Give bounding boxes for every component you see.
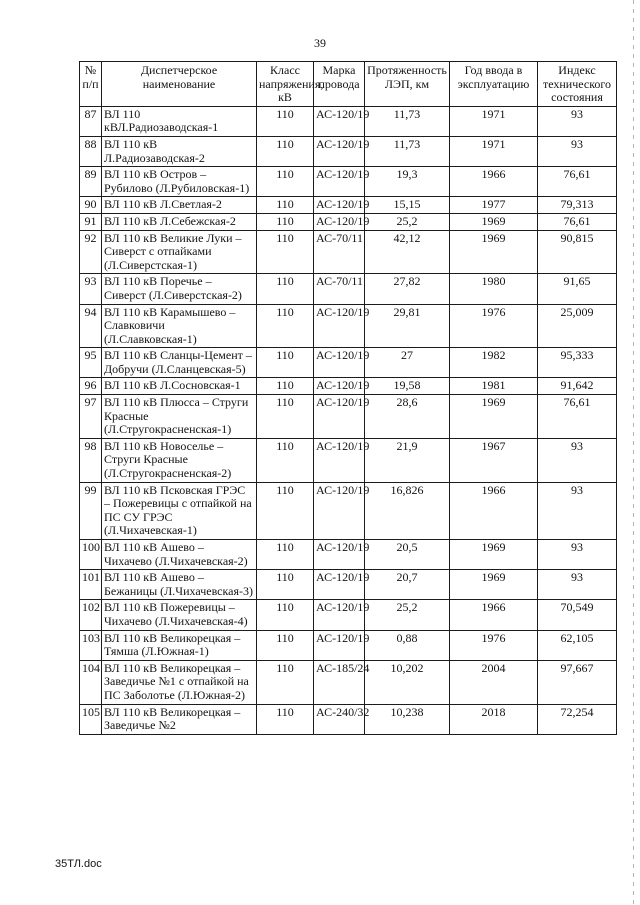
cell-voltage: 110: [257, 274, 314, 304]
cell-length: 10,202: [365, 660, 450, 704]
cell-length: 11,73: [365, 136, 450, 166]
table-row: [80, 540, 617, 570]
cell-length: 16,826: [365, 482, 450, 539]
cell-name: ВЛ 110 кВЛ.Радиозаводская-1: [102, 106, 257, 136]
table-row: [80, 304, 617, 348]
cell-name: ВЛ 110 кВ Псковская ГРЭС – Пожеревицы с отпайкой на ПС СУ ГРЭС (Л.Чихачевская-1): [102, 482, 257, 539]
cell-wire: АС-120/19: [314, 213, 365, 230]
table-row: [80, 348, 617, 378]
table-row: [80, 395, 617, 439]
cell-num: 90: [80, 197, 102, 214]
table-row: [80, 570, 617, 600]
cell-name: ВЛ 110 кВ Пожеревицы – Чихачево (Л.Чихачевская-4): [102, 600, 257, 630]
cell-name: ВЛ 110 кВ Сланцы-Цемент – Добручи (Л.Сланцевская-5): [102, 348, 257, 378]
cell-index: 76,61: [538, 167, 617, 197]
cell-length: 20,5: [365, 540, 450, 570]
cell-index: 91,65: [538, 274, 617, 304]
cell-year: 1971: [450, 136, 538, 166]
cell-length: 10,238: [365, 704, 450, 734]
cell-year: 1971: [450, 106, 538, 136]
cell-name: ВЛ 110 кВ Великорецкая – Заведичье №2: [102, 704, 257, 734]
cell-wire: АС-120/19: [314, 378, 365, 395]
cell-index: 93: [538, 106, 617, 136]
cell-wire: АС-120/19: [314, 600, 365, 630]
cell-voltage: 110: [257, 540, 314, 570]
cell-voltage: 110: [257, 348, 314, 378]
cell-name: ВЛ 110 кВ Л.Сосновская-1: [102, 378, 257, 395]
cell-num: 98: [80, 438, 102, 482]
cell-length: 27: [365, 348, 450, 378]
table-row: [80, 213, 617, 230]
cell-voltage: 110: [257, 230, 314, 274]
cell-length: 21,9: [365, 438, 450, 482]
cell-year: 1969: [450, 395, 538, 439]
table-row: [80, 600, 617, 630]
cell-length: 29,81: [365, 304, 450, 348]
cell-name: ВЛ 110 кВ Ашево – Бежаницы (Л.Чихачевская-3): [102, 570, 257, 600]
cell-year: 1967: [450, 438, 538, 482]
table-row: [80, 274, 617, 304]
table-row: [80, 378, 617, 395]
cell-length: 20,7: [365, 570, 450, 600]
cell-wire: АС-120/19: [314, 304, 365, 348]
cell-num: 101: [80, 570, 102, 600]
col-header-voltage: Класс напряжения, кВ: [257, 62, 314, 107]
cell-name: ВЛ 110 кВ Поречье – Сиверст (Л.Сиверстская-2): [102, 274, 257, 304]
cell-num: 91: [80, 213, 102, 230]
cell-length: 28,6: [365, 395, 450, 439]
cell-wire: АС-240/32: [314, 704, 365, 734]
cell-wire: АС-120/19: [314, 630, 365, 660]
cell-year: 1982: [450, 348, 538, 378]
cell-wire: АС-120/19: [314, 348, 365, 378]
cell-length: 19,3: [365, 167, 450, 197]
page-number: 39: [314, 36, 326, 50]
cell-index: 90,815: [538, 230, 617, 274]
cell-length: 25,2: [365, 600, 450, 630]
cell-voltage: 110: [257, 570, 314, 600]
cell-year: 2018: [450, 704, 538, 734]
cell-name: ВЛ 110 кВ Л.Радиозаводская-2: [102, 136, 257, 166]
cell-num: 87: [80, 106, 102, 136]
cell-voltage: 110: [257, 213, 314, 230]
power-lines-table: [79, 61, 617, 735]
cell-name: ВЛ 110 кВ Л.Светлая-2: [102, 197, 257, 214]
cell-wire: АС-120/19: [314, 482, 365, 539]
col-header-wire: Марка провода: [314, 62, 365, 107]
cell-year: 1980: [450, 274, 538, 304]
cell-name: ВЛ 110 кВ Великие Луки – Сиверст с отпайками (Л.Сиверстская-1): [102, 230, 257, 274]
cell-index: 93: [538, 136, 617, 166]
cell-name: ВЛ 110 кВ Л.Себежская-2: [102, 213, 257, 230]
cell-num: 95: [80, 348, 102, 378]
cell-name: ВЛ 110 кВ Великорецкая – Заведичье №1 с отпайкой на ПС Заболотье (Л.Южная-2): [102, 660, 257, 704]
cell-index: 79,313: [538, 197, 617, 214]
cell-num: 100: [80, 540, 102, 570]
cell-voltage: 110: [257, 197, 314, 214]
cell-num: 96: [80, 378, 102, 395]
cell-index: 70,549: [538, 600, 617, 630]
cell-num: 92: [80, 230, 102, 274]
cell-wire: АС-120/19: [314, 570, 365, 600]
cell-wire: АС-120/19: [314, 167, 365, 197]
cell-index: 93: [538, 482, 617, 539]
col-header-name: Диспетчерское наименование: [102, 62, 257, 107]
cell-year: 1969: [450, 230, 538, 274]
col-header-year: Год ввода в эксплуатацию: [450, 62, 538, 107]
table-row: [80, 230, 617, 274]
cell-num: 104: [80, 660, 102, 704]
cell-year: 1969: [450, 213, 538, 230]
col-header-num: № п/п: [80, 62, 102, 107]
cell-voltage: 110: [257, 438, 314, 482]
cell-num: 93: [80, 274, 102, 304]
cell-length: 25,2: [365, 213, 450, 230]
cell-voltage: 110: [257, 704, 314, 734]
cell-voltage: 110: [257, 630, 314, 660]
document-filename: 35ТЛ.doc: [55, 858, 102, 870]
cell-num: 105: [80, 704, 102, 734]
cell-name: ВЛ 110 кВ Плюсса – Струги Красные (Л.Стругокрасненская-1): [102, 395, 257, 439]
col-header-index: Индекс технического состояния: [538, 62, 617, 107]
cell-wire: АС-120/19: [314, 540, 365, 570]
cell-index: 93: [538, 438, 617, 482]
cell-index: 91,642: [538, 378, 617, 395]
table-row: [80, 704, 617, 734]
cell-year: 1966: [450, 482, 538, 539]
cell-year: 1976: [450, 304, 538, 348]
cell-index: 93: [538, 540, 617, 570]
cell-year: 1977: [450, 197, 538, 214]
cell-voltage: 110: [257, 660, 314, 704]
cell-voltage: 110: [257, 136, 314, 166]
cell-index: 76,61: [538, 395, 617, 439]
cell-index: 76,61: [538, 213, 617, 230]
cell-wire: АС-120/19: [314, 106, 365, 136]
cell-wire: АС-120/19: [314, 438, 365, 482]
table-row: [80, 197, 617, 214]
cell-num: 94: [80, 304, 102, 348]
table-header-row: [80, 62, 617, 107]
cell-wire: АС-70/11: [314, 274, 365, 304]
cell-voltage: 110: [257, 482, 314, 539]
table-row: [80, 482, 617, 539]
cell-year: 1966: [450, 600, 538, 630]
cell-wire: АС-185/24: [314, 660, 365, 704]
cell-name: ВЛ 110 кВ Остров – Рубилово (Л.Рубиловская-1): [102, 167, 257, 197]
cell-num: 88: [80, 136, 102, 166]
cell-length: 0,88: [365, 630, 450, 660]
cell-voltage: 110: [257, 167, 314, 197]
cell-index: 72,254: [538, 704, 617, 734]
cell-length: 11,73: [365, 106, 450, 136]
cell-num: 97: [80, 395, 102, 439]
cell-name: ВЛ 110 кВ Новоселье – Струги Красные (Л.Стругокрасненская-2): [102, 438, 257, 482]
scan-edge-line: [633, 0, 634, 905]
table-row: [80, 630, 617, 660]
cell-length: 27,82: [365, 274, 450, 304]
cell-wire: АС-70/11: [314, 230, 365, 274]
table-row: [80, 136, 617, 166]
cell-year: 2004: [450, 660, 538, 704]
table-row: [80, 106, 617, 136]
cell-year: 1981: [450, 378, 538, 395]
cell-num: 102: [80, 600, 102, 630]
cell-num: 89: [80, 167, 102, 197]
cell-wire: АС-120/19: [314, 395, 365, 439]
cell-num: 99: [80, 482, 102, 539]
cell-voltage: 110: [257, 378, 314, 395]
cell-index: 95,333: [538, 348, 617, 378]
cell-index: 62,105: [538, 630, 617, 660]
cell-index: 97,667: [538, 660, 617, 704]
cell-name: ВЛ 110 кВ Карамышево – Славковичи (Л.Славковская-1): [102, 304, 257, 348]
cell-year: 1969: [450, 570, 538, 600]
cell-wire: АС-120/19: [314, 136, 365, 166]
table-row: [80, 167, 617, 197]
table-row: [80, 660, 617, 704]
cell-index: 93: [538, 570, 617, 600]
cell-length: 19,58: [365, 378, 450, 395]
table-row: [80, 438, 617, 482]
cell-num: 103: [80, 630, 102, 660]
cell-voltage: 110: [257, 106, 314, 136]
cell-length: 42,12: [365, 230, 450, 274]
col-header-length: Протяженность ЛЭП, км: [365, 62, 450, 107]
cell-wire: АС-120/19: [314, 197, 365, 214]
cell-voltage: 110: [257, 600, 314, 630]
cell-year: 1966: [450, 167, 538, 197]
cell-length: 15,15: [365, 197, 450, 214]
cell-name: ВЛ 110 кВ Ашево – Чихачево (Л.Чихачевская-2): [102, 540, 257, 570]
cell-year: 1969: [450, 540, 538, 570]
cell-voltage: 110: [257, 395, 314, 439]
cell-voltage: 110: [257, 304, 314, 348]
cell-name: ВЛ 110 кВ Великорецкая – Тямша (Л.Южная-1): [102, 630, 257, 660]
cell-index: 25,009: [538, 304, 617, 348]
cell-year: 1976: [450, 630, 538, 660]
